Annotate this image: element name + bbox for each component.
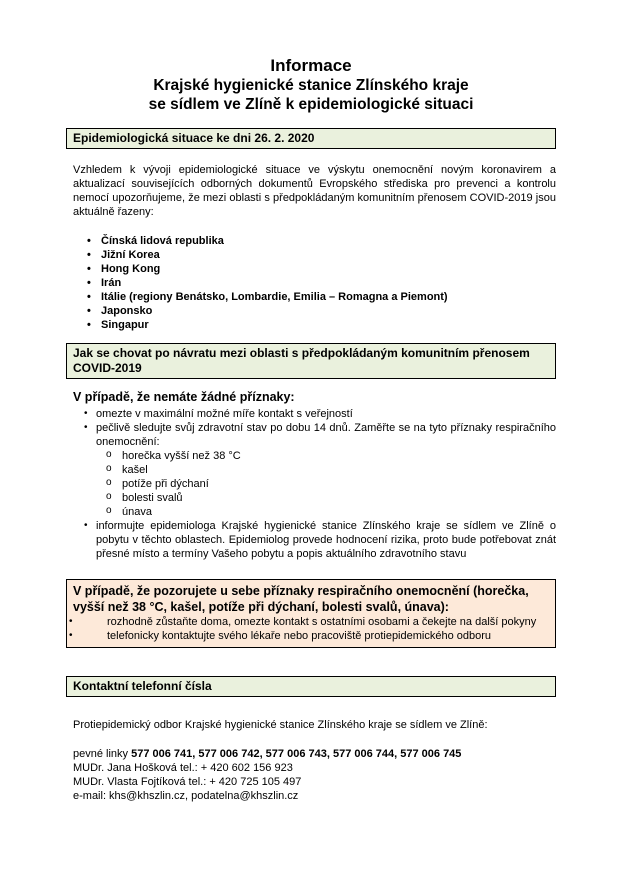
document-subtitle-line-2: se sídlem ve Zlíně k epidemiologické situaci bbox=[148, 96, 474, 113]
no-symptoms-heading: V případě, že nemáte žádné příznaky: bbox=[73, 390, 295, 404]
list-item: • Jižní Korea bbox=[66, 248, 556, 262]
section-heading-epidemiological-situation: Epidemiologická situace ke dni 26. 2. 2020 bbox=[66, 128, 556, 149]
inform-list bbox=[66, 519, 556, 561]
list-item: • telefonicky kontaktujte svého lékaře nebo pracoviště protiepidemického odboru bbox=[73, 629, 549, 643]
symptoms-list bbox=[66, 449, 556, 519]
contacts-intro: Protiepidemický odbor Krajské hygienické stanice Zlínského kraje se sídlem ve Zlíně: bbox=[73, 719, 488, 731]
symptom-item: o únava bbox=[66, 505, 556, 519]
list-item: • pečlivě sledujte svůj zdravotní stav po dobu 14 dnů. Zaměřte se na tyto příznaky respiračního onemocnění: bbox=[66, 421, 556, 449]
symptom-item: o potíže při dýchaní bbox=[66, 477, 556, 491]
list-item: • Hong Kong bbox=[66, 262, 556, 276]
list-item: • rozhodně zůstaňte doma, omezte kontakt s ostatními osobami a čekejte na další pokyny bbox=[73, 615, 549, 629]
alert-list bbox=[73, 615, 549, 643]
list-item: • omezte v maximální možné míře kontakt s veřejností bbox=[66, 407, 556, 421]
document-subtitle-line-1: Krajské hygienické stanice Zlínského kraje bbox=[153, 77, 469, 94]
doctor-contact-2: MUDr. Vlasta Fojtíková tel.: + 420 725 105 497 bbox=[73, 776, 302, 788]
email-contact: e-mail: khs@khszlin.cz, podatelna@khszlin.cz bbox=[73, 790, 299, 802]
phone-lines bbox=[66, 747, 556, 761]
section-heading-after-return: Jak se chovat po návratu mezi oblasti s předpokládaným komunitním přenosem COVID-2019 bbox=[66, 343, 556, 379]
document-page bbox=[66, 56, 556, 803]
list-item: • Itálie (regiony Benátsko, Lombardie, Emilia – Romagna a Piemont) bbox=[66, 290, 556, 304]
doctor-contact-1: MUDr. Jana Hošková tel.: + 420 602 156 923 bbox=[73, 762, 293, 774]
list-item: • Japonsko bbox=[66, 304, 556, 318]
symptoms-alert-box bbox=[66, 579, 556, 648]
list-item: • Singapur bbox=[66, 318, 556, 332]
list-item: • informujte epidemiologa Krajské hygienické stanice Zlínského kraje se sídlem ve Zlíně o pobytu v těchto oblastech. Epidemiolog provede hodnocení rizika, proto bude potřebovat znát přesné místo a termíny Vašeho pobytu a popis aktuálního zdravotního stavu bbox=[66, 519, 556, 561]
list-item: • Čínská lidová republika bbox=[66, 234, 556, 248]
no-symptoms-list bbox=[66, 407, 556, 449]
symptom-item: o kašel bbox=[66, 463, 556, 477]
intro-paragraph: Vzhledem k vývoji epidemiologické situace ve výskytu onemocnění novým koronavirem a aktualizací souvisejících odborných dokumentů Evropského střediska pro prevenci a kontrolu nemocí upozorňujeme, že mezi oblasti s předpokládaným komunitním přenosem COVID-2019 jsou aktuálně řazeny: bbox=[73, 164, 556, 218]
list-item: • Irán bbox=[66, 276, 556, 290]
section-heading-contacts: Kontaktní telefonní čísla bbox=[66, 676, 556, 697]
symptom-item: o horečka vyšší než 38 °C bbox=[66, 449, 556, 463]
alert-heading: V případě, že pozorujete u sebe příznaky respiračního onemocnění (horečka, vyšší než 38 °C, kašel, potíže při dýchaní, bolesti svalů, únava): bbox=[73, 584, 529, 614]
phone-lines-label: pevné linky bbox=[73, 748, 129, 760]
phone-lines-numbers: 577 006 741, 577 006 742, 577 006 743, 577 006 744, 577 006 745 bbox=[131, 748, 462, 760]
symptom-item: o bolesti svalů bbox=[66, 491, 556, 505]
document-title: Informace bbox=[270, 56, 352, 75]
risk-areas-list bbox=[66, 234, 556, 332]
